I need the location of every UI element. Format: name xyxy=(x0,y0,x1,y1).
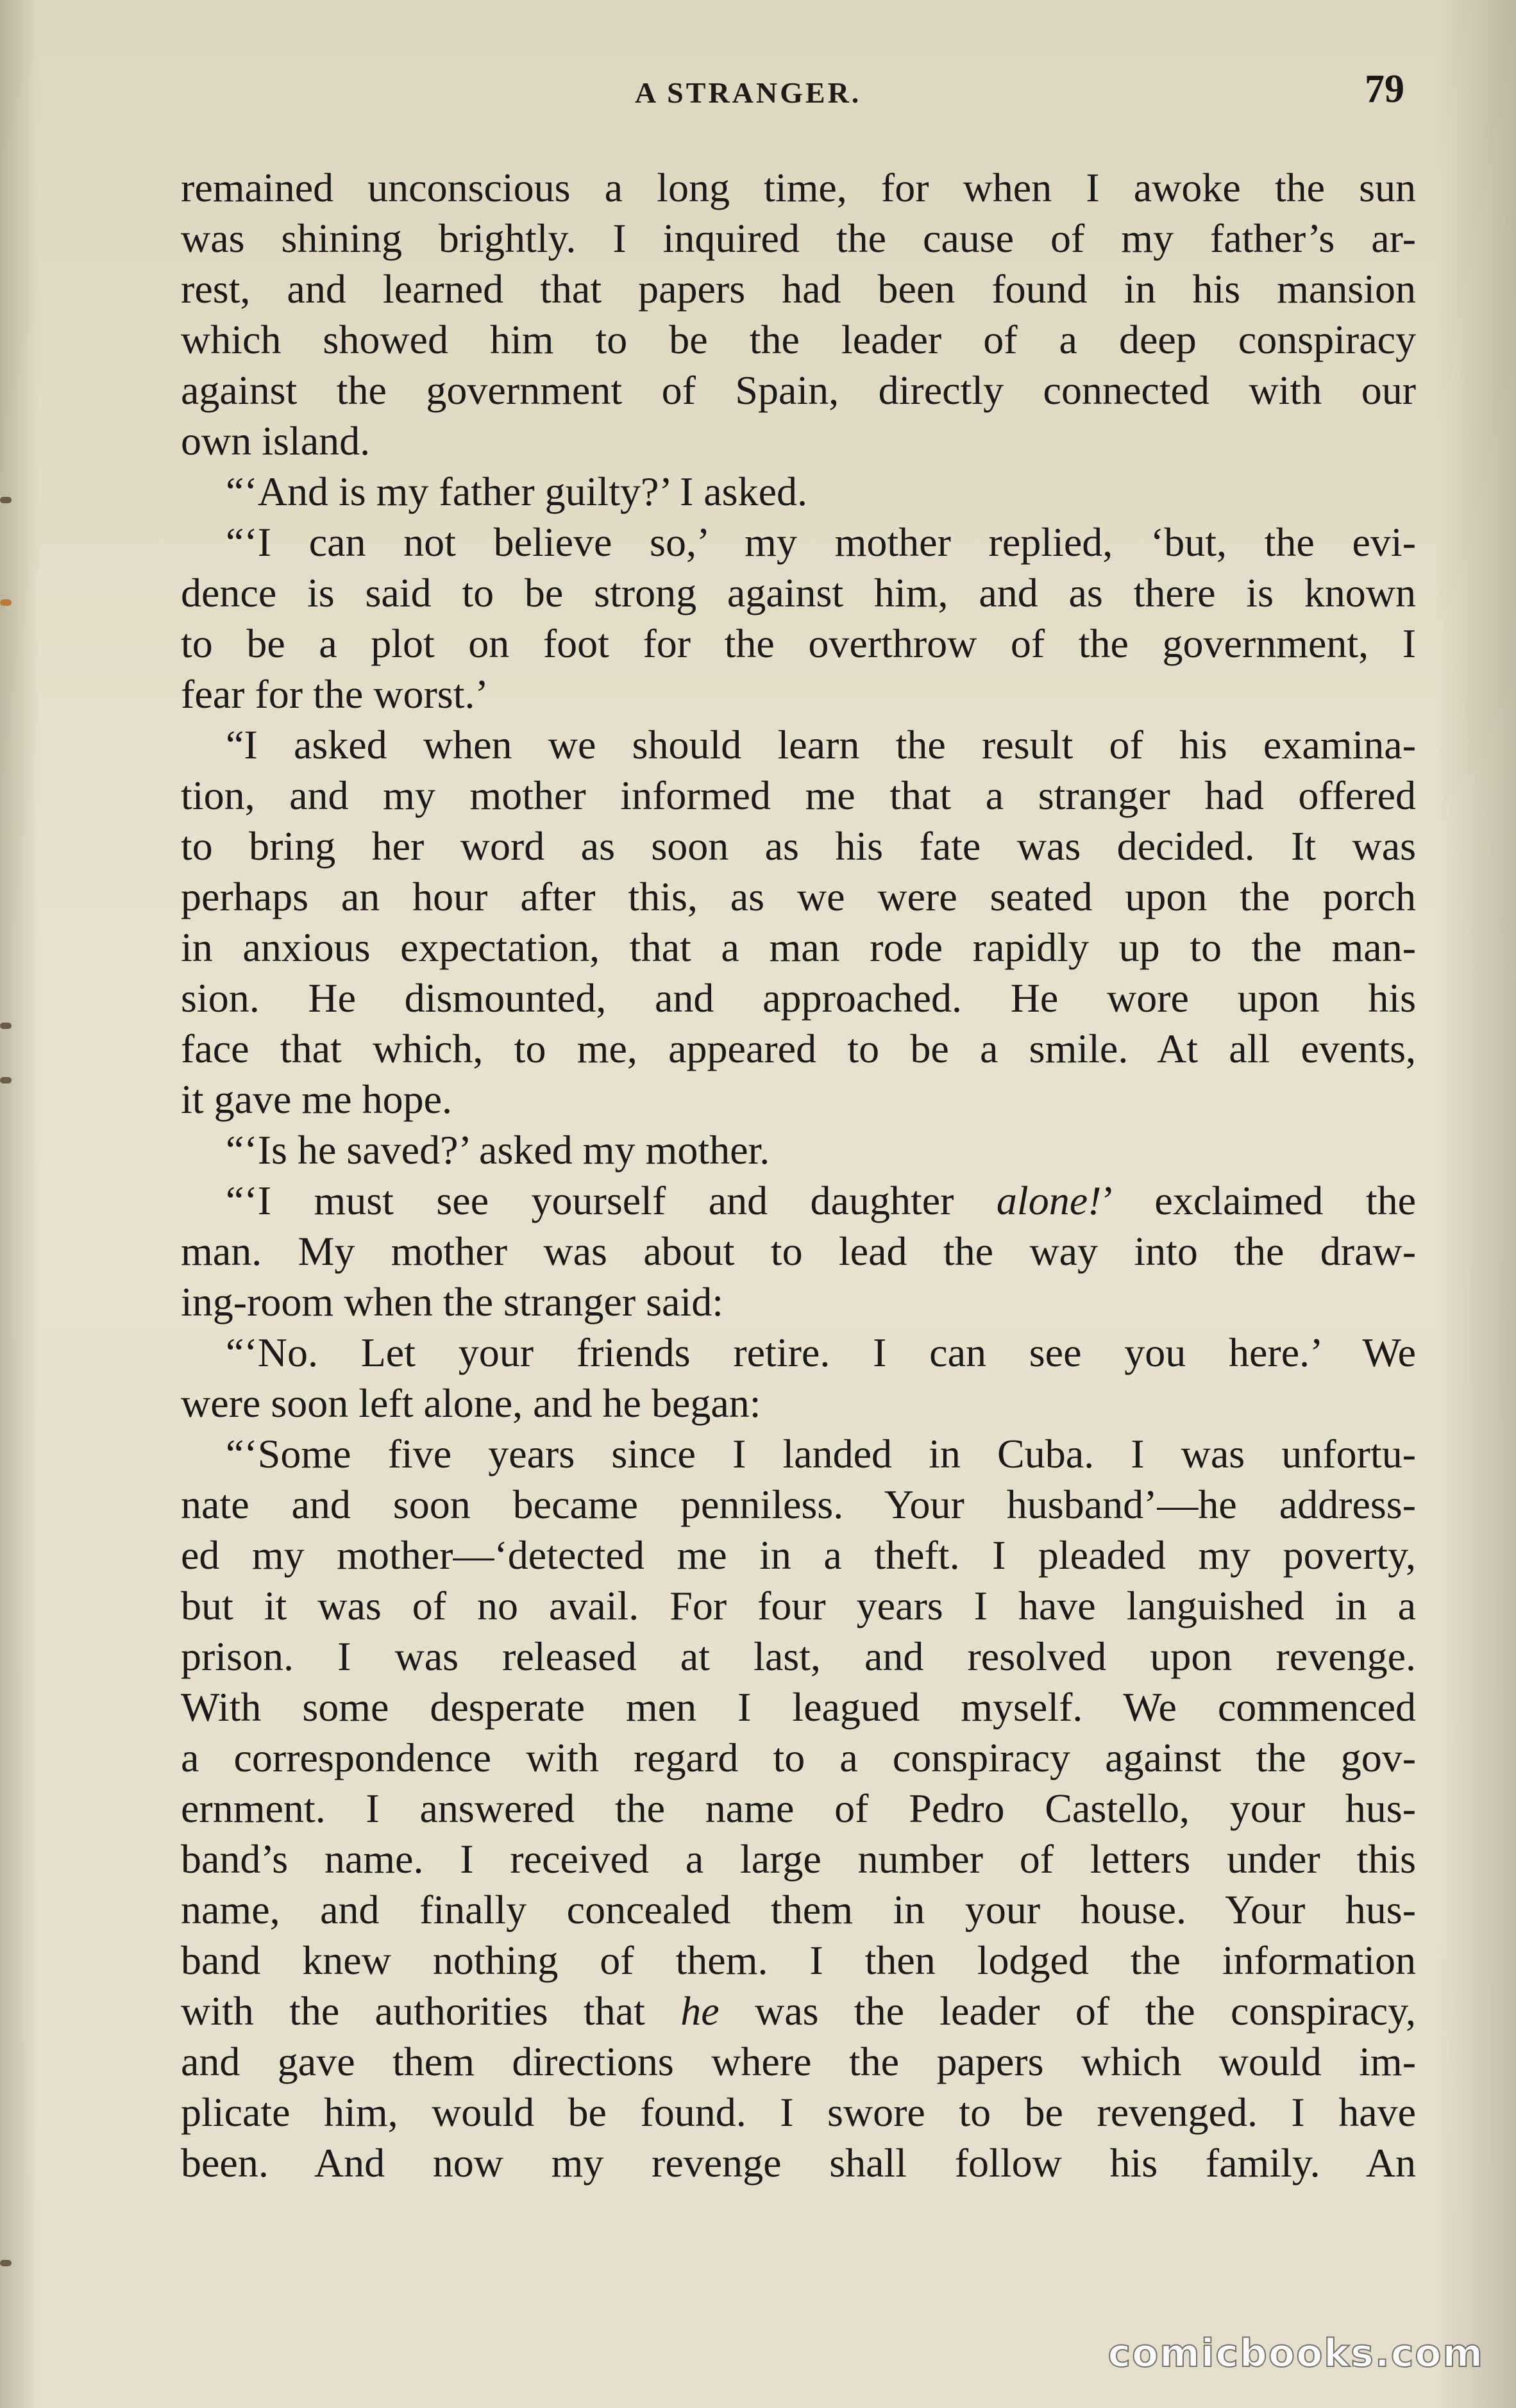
watermark: comicbooks.com xyxy=(1108,2331,1484,2376)
text-line: in anxious expectation, that a man rode rapidly up to the man- xyxy=(181,924,1416,970)
text-line: “‘No. Let your friends retire. I can see you here.’ We xyxy=(226,1330,1416,1375)
running-head: A STRANGER. xyxy=(635,76,862,109)
text-line: which showed him to be the leader of a deep conspiracy xyxy=(181,317,1416,362)
text-line: and gave them directions where the papers which would im- xyxy=(181,2039,1416,2084)
text-line: “‘Some five years since I landed in Cuba. I was unfortu- xyxy=(226,1431,1416,1476)
text-line: rest, and learned that papers had been found in his mansion xyxy=(181,266,1416,312)
text-line: fear for the worst.’ xyxy=(181,671,489,717)
text-line: tion, and my mother informed me that a stranger had offered xyxy=(181,773,1416,818)
text-line: ing-room when the stranger said: xyxy=(181,1279,723,1325)
text-line: a correspondence with regard to a conspiracy against the gov- xyxy=(181,1735,1416,1780)
text-line: With some desperate men I leagued myself. We commenced xyxy=(181,1684,1416,1730)
page-number: 79 xyxy=(1365,67,1404,111)
text-line: with the authorities that he was the leader of the conspiracy, xyxy=(181,1988,1416,2034)
text-line: to be a plot on foot for the overthrow of the government, I xyxy=(181,621,1416,666)
text-line: dence is said to be strong against him, and as there is known xyxy=(181,570,1416,615)
emphasis: he xyxy=(644,1988,755,2034)
text-line: perhaps an hour after this, as we were seated upon the porch xyxy=(181,874,1416,919)
text-line: band’s name. I received a large number of letters under this xyxy=(181,1836,1416,1882)
text-line: was shining brightly. I inquired the cause of my father’s ar- xyxy=(181,215,1416,261)
text-line: “I asked when we should learn the result of his examina- xyxy=(226,722,1416,767)
text-line: ernment. I answered the name of Pedro Castello, your hus- xyxy=(181,1785,1416,1831)
text-line: but it was of no avail. For four years I have languished in a xyxy=(181,1583,1416,1628)
text-line: remained unconscious a long time, for when I awoke the sun xyxy=(181,165,1416,210)
text-line: were soon left alone, and he began: xyxy=(181,1380,761,1426)
text-line: “‘I must see yourself and daughter alone!’ exclaimed the xyxy=(226,1178,1416,1223)
text-line: man. My mother was about to lead the way into the draw- xyxy=(181,1228,1416,1274)
text-line: name, and finally concealed them in your house. Your hus- xyxy=(181,1887,1416,1932)
text-line: “‘I can not believe so,’ my mother replied, ‘but, the evi- xyxy=(226,519,1416,565)
text-line: own island. xyxy=(181,418,371,464)
text-line: “‘Is he saved?’ asked my mother. xyxy=(226,1127,770,1173)
body-text xyxy=(181,162,1416,2188)
text-line: face that which, to me, appeared to be a smile. At all events, xyxy=(181,1026,1416,1071)
text-line: “‘And is my father guilty?’ I asked. xyxy=(226,469,807,514)
emphasis: alone! xyxy=(996,1178,1102,1223)
text-line: band knew nothing of them. I then lodged the information xyxy=(181,1937,1416,1983)
text-line: ed my mother—‘detected me in a theft. I pleaded my poverty, xyxy=(181,1532,1416,1578)
text-line: nate and soon became penniless. Your husband’—he address- xyxy=(181,1482,1416,1527)
text-line: prison. I was released at last, and resolved upon revenge. xyxy=(181,1634,1416,1679)
text-line: it gave me hope. xyxy=(181,1076,452,1122)
text-line: plicate him, would be found. I swore to be revenged. I have xyxy=(181,2089,1416,2135)
text-line: against the government of Spain, directly connected with our xyxy=(181,367,1416,413)
text-line: been. And now my revenge shall follow his family. An xyxy=(181,2140,1416,2186)
text-line: sion. He dismounted, and approached. He wore upon his xyxy=(181,975,1416,1021)
text-line: to bring her word as soon as his fate was decided. It was xyxy=(181,823,1416,869)
